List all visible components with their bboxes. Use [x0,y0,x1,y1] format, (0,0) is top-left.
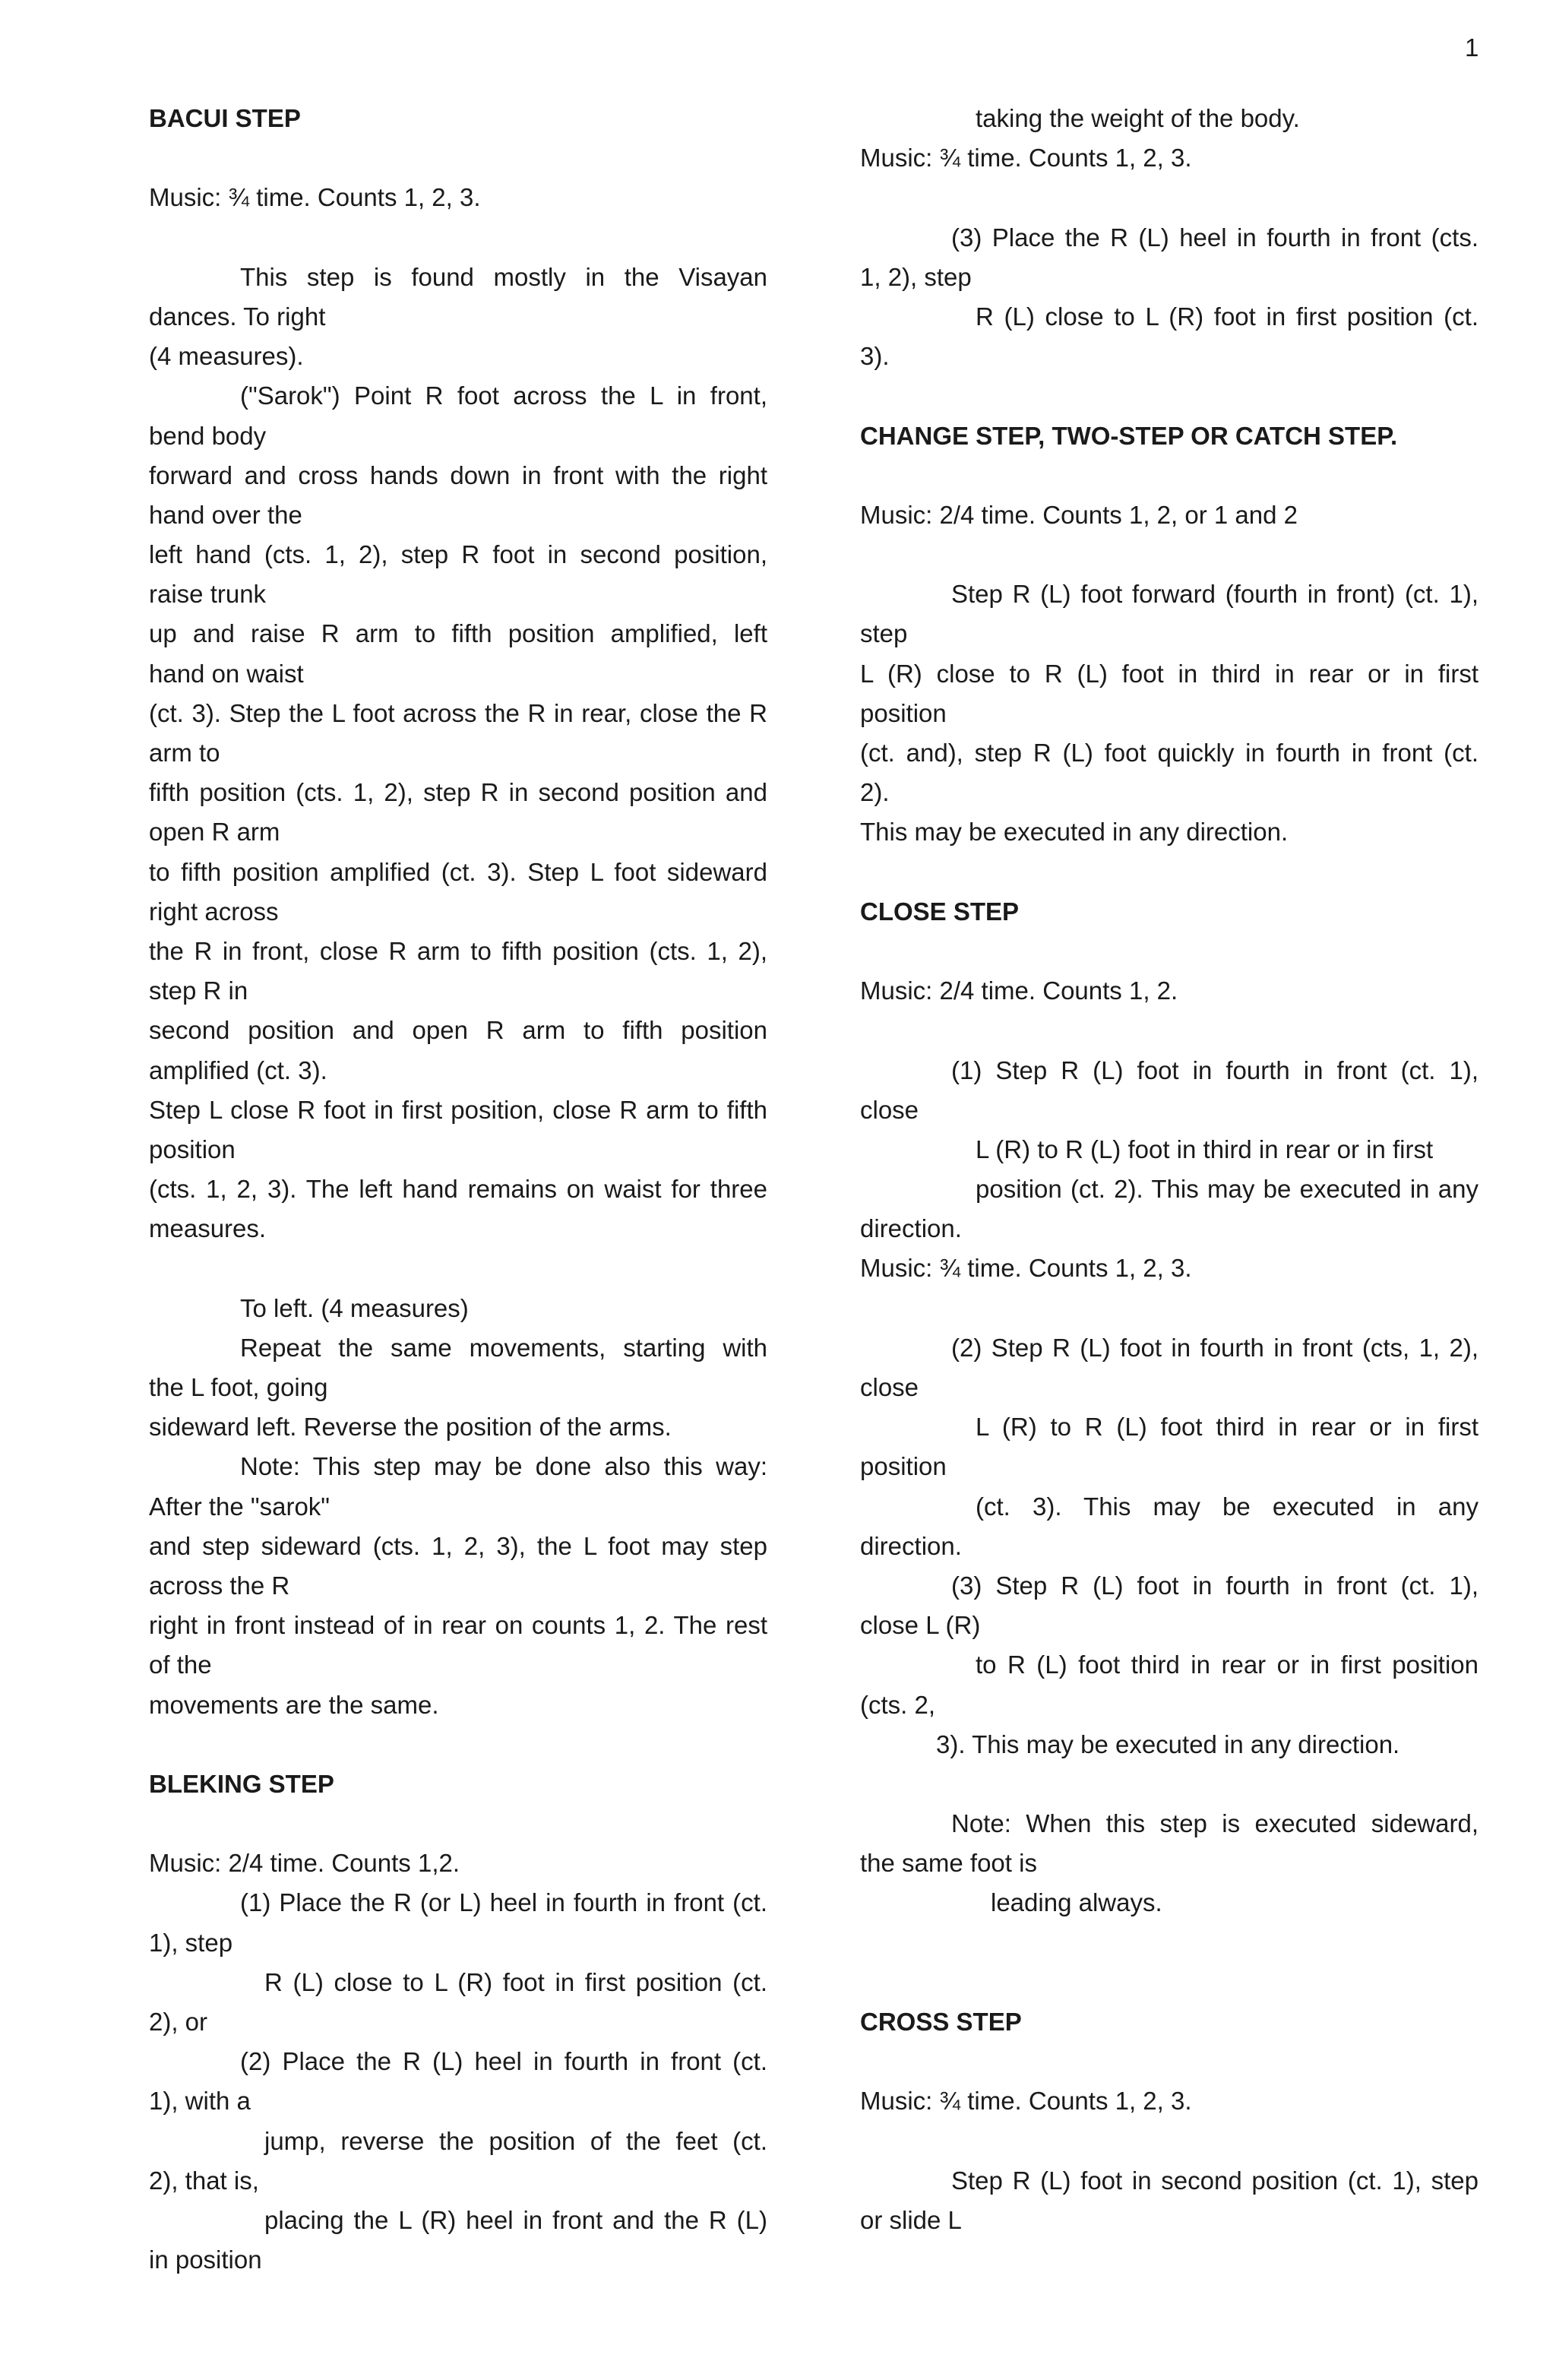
text-line: position [860,698,947,727]
page-number: 1 [1465,33,1479,62]
text-line: direction. [860,1214,962,1243]
section-heading: BLEKING STEP [149,1769,334,1798]
paragraph-gap [860,1923,1479,1963]
text-line: Note: This step may be done also this way: [240,1452,767,1481]
text-line: measures. [149,1214,267,1243]
text-line: arm to [149,739,220,767]
right-column [860,99,1479,2240]
paragraph-gap [860,2122,1479,2161]
text-line: amplified (ct. 3). [149,1055,327,1084]
paragraph-gap [149,1804,767,1844]
paragraph-gap [860,1011,1479,1050]
text-line: (3) Step R (L) foot in fourth in front (ct. 1), [951,1571,1479,1600]
text-line: 3). This may be executed in any direction. [936,1730,1400,1758]
paragraph-gap [860,1289,1479,1328]
text-line: to R (L) foot third in rear or in first position [976,1650,1479,1679]
text-line: Step R (L) foot forward (fourth in front) (ct. 1), [951,580,1479,609]
paragraph-gap [149,1249,767,1288]
text-line: L (R) to R (L) foot in third in rear or in first [976,1135,1434,1163]
text-line: Music: ¾ time. Counts 1, 2, 3. [149,183,481,212]
text-line: (1) Step R (L) foot in fourth in front (ct. 1), [951,1055,1479,1084]
text-line: 1), with a [149,2087,251,2116]
text-line: the L foot, going [149,1373,328,1401]
text-line: step R in [149,976,248,1005]
text-line: This may be executed in any direction. [860,818,1289,847]
section-heading: CROSS STEP [860,2008,1022,2036]
text-line: right across [149,897,279,926]
text-line: (ct. 3). Step the L foot across the R in rear, close the R [149,698,767,727]
text-line: close L (R) [860,1611,981,1640]
text-line: left hand (cts. 1, 2), step R foot in second position, [149,540,767,569]
section-heading: CHANGE STEP, TWO-STEP OR CATCH STEP. [860,421,1398,450]
text-line: forward and cross hands down in front with the right [149,460,767,489]
text-line: close [860,1373,919,1401]
text-line: 1, 2), step [860,262,972,291]
text-line: jump, reverse the position of the feet (ct. [264,2126,767,2155]
left-column [149,99,767,2280]
text-line: leading always. [991,1888,1162,1917]
text-line: fifth position (cts. 1, 2), step R in second position and [149,778,767,807]
text-line: (ct. 3). This may be executed in any [976,1492,1479,1521]
paragraph-gap [149,138,767,178]
text-line: ("Sarok") Point R foot across the L in front, [240,381,767,410]
paragraph-gap [860,456,1479,495]
text-line: placing the L (R) heel in front and the R (L) [264,2205,767,2234]
text-line: hand on waist [149,659,304,688]
text-line: To left. (4 measures) [240,1293,469,1322]
text-line: 2), that is, [149,2166,259,2195]
text-line: R (L) close to L (R) foot in first position (ct. [976,302,1479,331]
text-line: to fifth position amplified (ct. 3). Step L foot sideward [149,857,767,886]
paragraph-gap [860,853,1479,892]
text-line: (1) Place the R (or L) heel in fourth in front (ct. [240,1888,767,1917]
text-line: Step L close R foot in first position, close R arm to fifth [149,1095,767,1124]
text-line: position (ct. 2). This may be executed in any [976,1175,1479,1204]
text-line: position [149,1135,236,1163]
text-line: taking the weight of the body. [976,104,1300,132]
text-line: Step R (L) foot in second position (ct. 1), step [951,2166,1479,2195]
paragraph-gap [860,2042,1479,2081]
text-line: and step sideward (cts. 1, 2, 3), the L foot may step [149,1531,767,1560]
text-line: bend body [149,421,267,450]
text-line: Music: 2/4 time. Counts 1,2. [149,1849,460,1878]
text-line: This step is found mostly in the Visayan [240,262,767,291]
section-heading: BACUI STEP [149,104,301,132]
text-line: (2) Place the R (L) heel in fourth in front (ct. [240,2047,767,2076]
text-line: R (L) close to L (R) foot in first position (ct. [264,1967,767,1996]
text-line: sideward left. Reverse the position of the arms. [149,1413,672,1442]
text-line: Music: ¾ time. Counts 1, 2, 3. [860,2087,1192,2116]
text-line: or slide L [860,2205,962,2234]
text-line: right in front instead of in rear on counts 1, 2. The rest [149,1611,767,1640]
text-line: (3) Place the R (L) heel in fourth in front (cts. [951,223,1479,252]
text-line: step [860,619,908,648]
text-line: dances. To right [149,302,326,331]
paragraph-gap [149,1725,767,1764]
text-line: 3). [860,342,890,371]
text-line: L (R) close to R (L) foot in third in rear or in first [860,659,1479,688]
text-line: L (R) to R (L) foot third in rear or in first [976,1413,1479,1442]
text-line: the same foot is [860,1849,1037,1878]
paragraph-gap [860,376,1479,416]
section-heading: CLOSE STEP [860,897,1020,926]
text-line: close [860,1095,919,1124]
text-line: (ct. and), step R (L) foot quickly in fourth in front (ct. [860,739,1479,767]
text-line: After the "sarok" [149,1492,330,1521]
text-line: raise trunk [149,580,267,609]
text-line: (2) Step R (L) foot in fourth in front (cts, 1, 2), [951,1333,1479,1362]
text-line: across the R [149,1571,290,1600]
paragraph-gap [860,535,1479,574]
text-line: 1), step [149,1928,233,1957]
paragraph-gap [860,1764,1479,1804]
text-line: 2), or [149,2008,208,2036]
text-line: Music: ¾ time. Counts 1, 2, 3. [860,1254,1192,1283]
text-line: in position [149,2245,262,2274]
paragraph-gap [860,178,1479,217]
paragraph-gap [860,932,1479,971]
text-line: Repeat the same movements, starting with [240,1333,767,1362]
text-line: (cts. 2, [860,1690,936,1719]
paragraph-gap [149,218,767,258]
text-line: (cts. 1, 2, 3). The left hand remains on waist for three [149,1175,767,1204]
text-line: movements are the same. [149,1690,439,1719]
text-line: Music: ¾ time. Counts 1, 2, 3. [860,144,1192,172]
text-line: position [860,1452,947,1481]
text-line: up and raise R arm to fifth position amplified, left [149,619,767,648]
text-line: Music: 2/4 time. Counts 1, 2. [860,976,1178,1005]
text-line: (4 measures). [149,342,304,371]
text-line: second position and open R arm to fifth position [149,1016,767,1045]
text-line: Music: 2/4 time. Counts 1, 2, or 1 and 2 [860,500,1298,529]
text-line: hand over the [149,500,302,529]
text-line: open R arm [149,818,280,847]
text-line: of the [149,1650,212,1679]
paragraph-gap [860,1963,1479,2002]
text-line: Note: When this step is executed sideward, [951,1809,1479,1838]
text-line: direction. [860,1531,962,1560]
text-line: the R in front, close R arm to fifth position (cts. 1, 2), [149,936,767,965]
text-line: 2). [860,778,890,807]
